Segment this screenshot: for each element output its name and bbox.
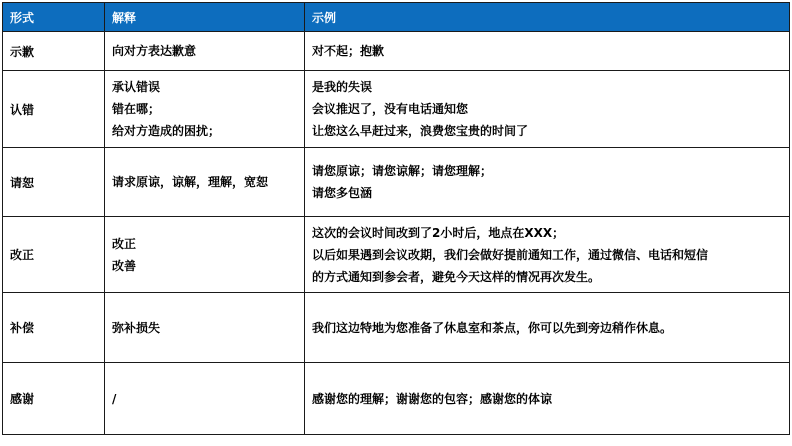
row-form-cell: 补偿 [3,293,105,363]
row-explanation-cell [105,363,305,435]
example-line: 对不起；抱歉 [312,44,385,58]
table-row [3,217,790,293]
row-form-cell: 感谢 [3,363,105,435]
example-line: 是我的失误 [312,80,373,94]
table-header-row [3,3,790,32]
table-row [3,363,790,435]
row-example-cell [305,363,790,435]
explanation-line: 承认错误 [112,80,161,94]
example-line: 以后如果遇到会议改期，我们会做好提前通知工作，通过微信、电话和短信 [312,247,709,262]
table-row [3,293,790,363]
explanation-line: 请求原谅，谅解，理解，宽恕 [112,175,269,189]
row-example-cell [305,293,790,363]
table-row [3,32,790,71]
example-line: 我们这边特地为您准备了休息室和茶点，你可以先到旁边稍作休息。 [312,320,673,335]
explanation-line: 弥补损失 [112,320,161,335]
table-row [3,148,790,217]
example-line: 请您多包涵 [312,186,373,200]
example-line: 这次的会议时间改到了2小时后，地点在XXX； [312,225,565,240]
example-line: 会议推迟了，没有电话通知您 [312,102,469,116]
row-form-cell: 改正 [3,217,105,293]
row-form-cell: 请恕 [3,148,105,217]
row-example-cell [305,71,790,148]
row-explanation-cell [105,71,305,148]
row-form-cell: 示歉 [3,32,105,71]
explanation-line: 向对方表达歉意 [112,44,197,58]
table-row [3,71,790,148]
explanation-line: 改善 [112,258,137,273]
row-form-cell: 认错 [3,71,105,148]
row-explanation-cell [105,148,305,217]
header-explanation: 解释 [105,3,305,32]
row-example-cell [305,148,790,217]
explanation-line: 给对方造成的困扰； [112,124,221,138]
apology-forms-table [2,2,790,435]
example-line: 让您这么早赶过来，浪费您宝贵的时间了 [312,124,529,138]
explanation-line: 错在哪； [112,102,161,116]
row-explanation-cell [105,217,305,293]
example-line: 请您原谅；请您谅解；请您理解； [312,164,493,178]
explanation-line: 改正 [112,236,137,251]
example-line: 的方式通知到参会者，避免今天这样的情况再次发生。 [312,269,601,284]
row-example-cell [305,217,790,293]
row-explanation-cell [105,293,305,363]
header-form: 形式 [3,3,105,32]
example-line: 感谢您的理解；谢谢您的包容；感谢您的体谅 [312,391,553,406]
row-explanation-cell [105,32,305,71]
row-example-cell [305,32,790,71]
header-example: 示例 [305,3,790,32]
explanation-line: / [112,391,117,406]
